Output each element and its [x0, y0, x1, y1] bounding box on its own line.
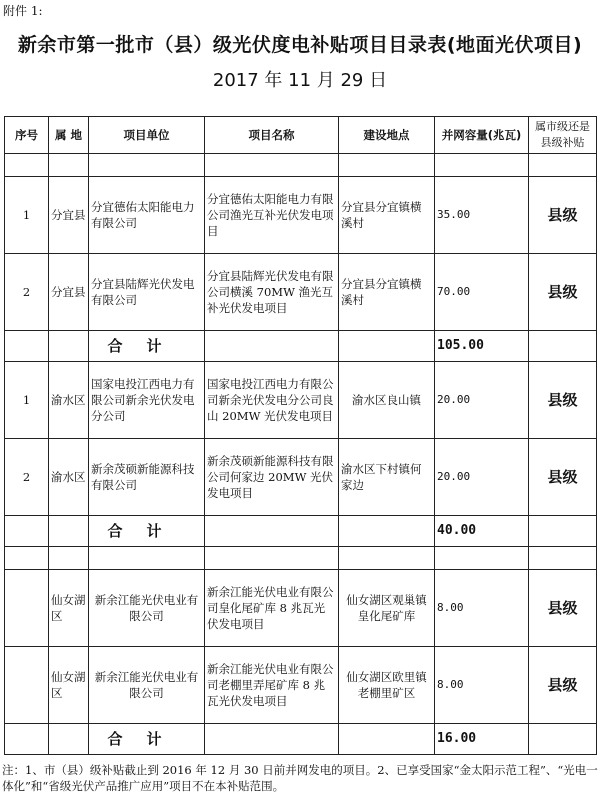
cell-no: 2 — [5, 439, 49, 516]
cell-capacity: 8.00 — [435, 647, 529, 724]
table-row — [5, 254, 597, 331]
cell-level: 县级 — [529, 570, 597, 647]
cell-level: 县级 — [529, 439, 597, 516]
header-location: 建设地点 — [339, 117, 435, 154]
table-row — [5, 647, 597, 724]
cell-location: 分宜县分宜镇横溪村 — [339, 177, 435, 254]
cell-unit: 国家电投江西电力有限公司新余光伏发电分公司 — [89, 362, 205, 439]
subtotal-row — [5, 724, 597, 755]
project-table — [4, 116, 597, 755]
subtotal-row — [5, 516, 597, 547]
spacer-row — [5, 547, 597, 570]
footnote: 注：1、市（县）级补贴截止到 2016 年 12 月 30 日前并网发电的项目。2、已享受国家“金太阳示范工程”、“光电一体化”和“省级光伏产品推广应用”项目不在本补贴范围。 — [2, 763, 598, 793]
cell-area: 分宜县 — [49, 254, 89, 331]
cell-capacity: 35.00 — [435, 177, 529, 254]
subtotal-value: 16.00 — [435, 724, 529, 755]
table-row — [5, 177, 597, 254]
cell-unit: 新余茂硕新能源科技有限公司 — [89, 439, 205, 516]
cell-area: 仙女湖区 — [49, 647, 89, 724]
cell-capacity: 70.00 — [435, 254, 529, 331]
cell-no — [5, 570, 49, 647]
cell-project-name: 新余江能光伏电业有限公司皇化尾矿库 8 兆瓦光伏发电项目 — [205, 570, 339, 647]
cell-project-name: 新余江能光伏电业有限公司老棚里弄尾矿库 8 兆瓦光伏发电项目 — [205, 647, 339, 724]
cell-area: 分宜县 — [49, 177, 89, 254]
cell-area: 仙女湖区 — [49, 570, 89, 647]
cell-project-name: 新余茂硕新能源科技有限公司何家边 20MW 光伏发电项目 — [205, 439, 339, 516]
subtotal-value: 40.00 — [435, 516, 529, 547]
table-header-row — [5, 117, 597, 154]
header-name: 项目名称 — [205, 117, 339, 154]
cell-unit: 分宜德佑太阳能电力有限公司 — [89, 177, 205, 254]
table-row — [5, 362, 597, 439]
cell-level: 县级 — [529, 254, 597, 331]
subtotal-label: 合计 — [89, 331, 205, 362]
header-area: 属 地 — [49, 117, 89, 154]
subtotal-label: 合计 — [89, 516, 205, 547]
attachment-label: 附件 1: — [3, 4, 43, 18]
subtotal-value: 105.00 — [435, 331, 529, 362]
cell-location: 仙女湖区观巢镇皇化尾矿库 — [339, 570, 435, 647]
cell-location: 仙女湖区欧里镇老棚里矿区 — [339, 647, 435, 724]
table-row — [5, 439, 597, 516]
cell-capacity: 20.00 — [435, 439, 529, 516]
cell-capacity: 8.00 — [435, 570, 529, 647]
cell-project-name: 国家电投江西电力有限公司新余光伏发电分公司良山 20MW 光伏发电项目 — [205, 362, 339, 439]
header-subsidy-level: 属市级还是县级补贴 — [529, 117, 597, 154]
cell-unit: 新余江能光伏电业有限公司 — [89, 647, 205, 724]
cell-project-name: 分宜德佑太阳能电力有限公司渔光互补光伏发电项目 — [205, 177, 339, 254]
cell-level: 县级 — [529, 647, 597, 724]
cell-unit: 分宜县陆辉光伏发电有限公司 — [89, 254, 205, 331]
cell-level: 县级 — [529, 362, 597, 439]
cell-area: 渝水区 — [49, 439, 89, 516]
cell-area: 渝水区 — [49, 362, 89, 439]
cell-capacity: 20.00 — [435, 362, 529, 439]
document-date: 2017 年 11 月 29 日 — [212, 70, 388, 91]
header-unit: 项目单位 — [89, 117, 205, 154]
page-title: 新余市第一批市（县）级光伏度电补贴项目目录表(地面光伏项目) — [17, 34, 583, 56]
subtotal-label: 合计 — [89, 724, 205, 755]
cell-location: 渝水区下村镇何家边 — [339, 439, 435, 516]
cell-location: 分宜县分宜镇横溪村 — [339, 254, 435, 331]
cell-no: 1 — [5, 177, 49, 254]
cell-location: 渝水区良山镇 — [339, 362, 435, 439]
header-no: 序号 — [5, 117, 49, 154]
header-capacity: 并网容量(兆瓦) — [435, 117, 529, 154]
subtotal-row — [5, 331, 597, 362]
cell-level: 县级 — [529, 177, 597, 254]
cell-project-name: 分宜县陆辉光伏发电有限公司横溪 70MW 渔光互补光伏发电项目 — [205, 254, 339, 331]
cell-unit: 新余江能光伏电业有限公司 — [89, 570, 205, 647]
table-row — [5, 570, 597, 647]
cell-no: 1 — [5, 362, 49, 439]
spacer-row — [5, 154, 597, 177]
cell-no — [5, 647, 49, 724]
cell-no: 2 — [5, 254, 49, 331]
